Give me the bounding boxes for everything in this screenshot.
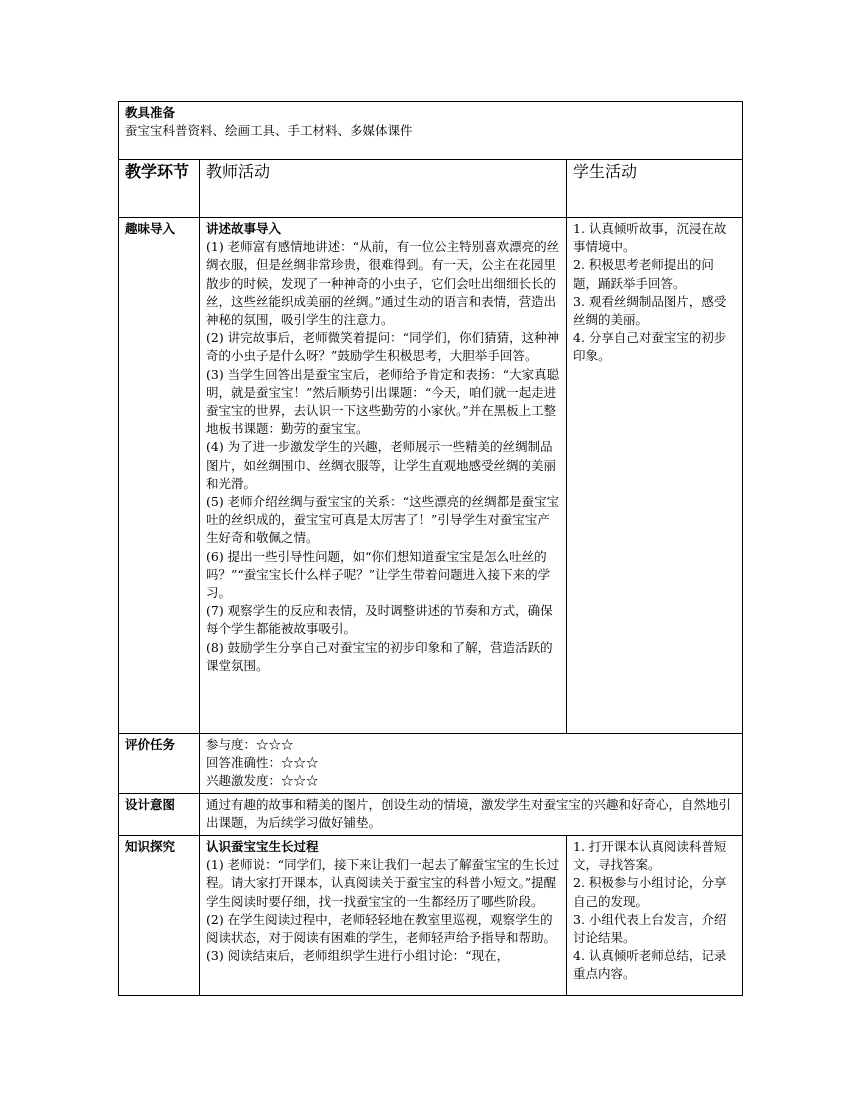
explore-student-item: 4. 认真倾听老师总结，记录重点内容。 — [573, 948, 727, 982]
intro-stage: 趣味导入 — [119, 218, 200, 734]
explore-student-item: 3. 小组代表上台发言，介绍讨论结果。 — [573, 911, 727, 946]
intro-student-item: 1. 认真倾听故事，沉浸在故事情境中。 — [573, 221, 727, 255]
header-stage-cell — [119, 160, 200, 218]
intro-teacher-item: (4) 为了进一步激发学生的兴趣，老师展示一些精美的丝绸制品图片，如丝绸围巾、丝绸衣服等，让学生直观地感受丝绸的美丽和光滑。 — [206, 439, 557, 491]
intro-teacher-title: 讲述故事导入 — [206, 221, 282, 236]
intro-student-item: 2. 积极思考老师提出的问题，踊跃举手回答。 — [573, 257, 714, 291]
intro-teacher-item: (6) 提出一些引导性问题，如“你们想知道蚕宝宝是怎么吐丝的吗？”“蚕宝宝长什么样子呢？”让学生带着问题进入接下来的学习。 — [206, 548, 551, 601]
intro-teacher-item: (7) 观察学生的反应和表情，及时调整讲述的节奏和方式，确保每个学生都能被故事吸引。 — [206, 603, 553, 637]
explore-teacher-item: (1) 老师说：“同学们，接下来让我们一起去了解蚕宝宝的生长过程。请大家打开课本，认真阅读关于蚕宝宝的科普小短文。”提醒学生阅读时要仔细，找一找蚕宝宝的一生都经历了哪些阶段。 — [206, 857, 560, 909]
intent-content: 通过有趣的故事和精美的图片，创设生动的情境，激发学生对蚕宝宝的兴趣和好奇心，自然地引出课题，为后续学习做好铺垫。 — [206, 797, 732, 831]
header-student: 学生活动 — [573, 162, 638, 181]
materials-row — [119, 102, 743, 160]
intro-student-item: 4. 分享自己对蚕宝宝的初步印象。 — [573, 330, 727, 364]
intro-teacher-cell — [200, 218, 567, 734]
evaluation-stage: 评价任务 — [119, 734, 200, 794]
explore-teacher-title: 认识蚕宝宝生长过程 — [206, 839, 319, 854]
intent-cell — [200, 794, 743, 836]
intro-teacher-item: (5) 老师介绍丝绸与蚕宝宝的关系：“这些漂亮的丝绸都是蚕宝宝吐的丝织成的，蚕宝宝可真是太厉害了！”引导学生对蚕宝宝产生好奇和敬佩之情。 — [206, 494, 560, 546]
header-teacher: 教师活动 — [206, 162, 271, 181]
intro-student-item: 3. 观看丝绸制品图片，感受丝绸的美丽。 — [573, 293, 727, 328]
intro-teacher-item: (3) 当学生回答出是蚕宝宝后，老师给予肯定和表扬：“大家真聪明，就是蚕宝宝！”然后顺势引出课题：“今天，咱们就一起走进蚕宝宝的世界，去认识一下这些勤劳的小家伙。”并在黑板上工整地板书课题：勤劳的蚕宝宝。 — [206, 366, 560, 437]
explore-teacher-cell — [200, 836, 567, 996]
intent-stage: 设计意图 — [119, 794, 200, 836]
header-stage: 教学环节 — [125, 162, 190, 181]
explore-student-item: 1. 打开课本认真阅读科普短文，寻找答案。 — [573, 839, 727, 873]
intro-teacher-item: (1) 老师富有感情地讲述：“从前，有一位公主特别喜欢漂亮的丝绸衣服，但是丝绸非常珍贵，很难得到。有一天，公主在花园里散步的时候，发现了一种神奇的小虫子，它们会吐出细细长长的丝，这些丝能织成美丽的丝绸。”通过生动的语言和表情，营造出神秘的氛围，吸引学生的注意力。 — [206, 239, 560, 328]
explore-teacher-item: (3) 阅读结束后，老师组织学生进行小组讨论：“现在， — [206, 948, 510, 964]
explore-teacher-content — [206, 838, 560, 992]
explore-student-item: 2. 积极参与小组讨论，分享自己的发现。 — [573, 875, 727, 909]
header-row — [119, 160, 743, 218]
intro-student-cell — [567, 218, 743, 734]
intro-row — [119, 218, 743, 734]
explore-student-cell — [567, 836, 743, 996]
explore-teacher-item: (2) 在学生阅读过程中，老师轻轻地在教室里巡视，观察学生的阅读状态，对于阅读有困难的学生，老师轻声给予指导和帮助。 — [206, 911, 557, 946]
evaluation-row — [119, 734, 743, 794]
header-teacher-cell — [200, 160, 567, 218]
intent-row — [119, 794, 743, 836]
evaluation-cell — [200, 734, 743, 794]
intro-teacher-item: (2) 讲完故事后，老师微笑着提问：“同学们，你们猜猜，这种神奇的小虫子是什么呀？”鼓励学生积极思考，大胆举手回答。 — [206, 330, 560, 364]
evaluation-item: 兴趣激发度：☆☆☆ — [206, 773, 319, 789]
intro-teacher-item: (8) 鼓励学生分享自己对蚕宝宝的初步印象和了解，营造活跃的课堂氛围。 — [206, 639, 553, 673]
header-student-cell — [567, 160, 743, 218]
materials-content: 蚕宝宝科普资料、绘画工具、手工材料、多媒体课件 — [125, 123, 413, 139]
explore-stage: 知识探究 — [119, 836, 200, 996]
materials-title: 教具准备 — [125, 105, 176, 120]
evaluation-item: 参与度：☆☆☆ — [206, 737, 294, 752]
evaluation-item: 回答准确性：☆☆☆ — [206, 755, 319, 771]
lesson-plan-table — [118, 101, 743, 996]
materials-cell — [119, 102, 743, 160]
explore-row — [119, 836, 743, 996]
